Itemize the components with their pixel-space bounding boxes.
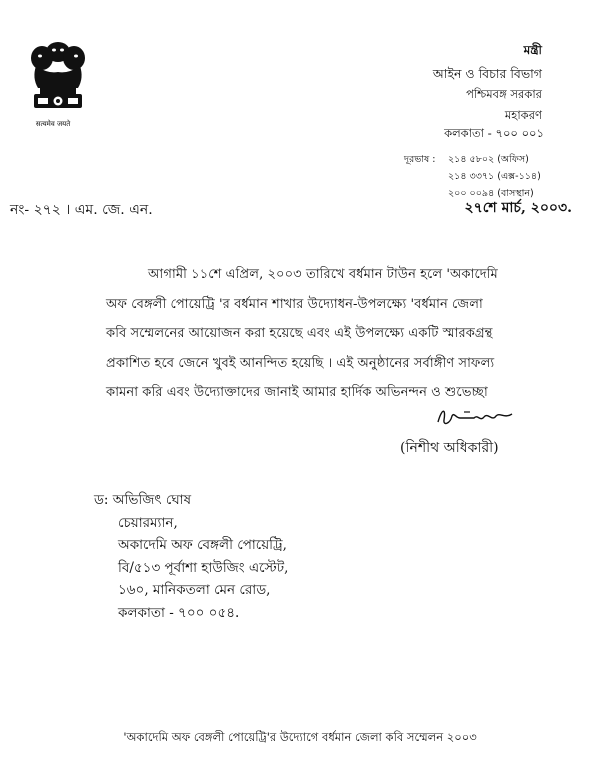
recipient-line: কলকাতা - ৭০০ ০৫৪. (118, 604, 240, 621)
phone-value: ২১৪ ৩৩৭১ (এক্স-১১৪) (448, 171, 541, 182)
phone-label: দূরভাষ : (404, 154, 436, 165)
recipient-address (94, 489, 288, 624)
phone-row (404, 151, 541, 168)
body-line: অফ বেঙ্গলী পোয়েট্রি 'র বর্ধমান শাখার উদ্যোধন-উপলক্ষ্যে 'বর্ধমান জেলা (106, 296, 483, 312)
body-line: আগামী ১১শে এপ্রিল, ২০০৩ তারিখে বর্ধমান টাউন হলে 'অকাদেমি (148, 267, 498, 282)
letter-date: ২৭শে মার্চ, ২০০৩. (464, 200, 572, 216)
phone-label (404, 185, 448, 202)
recipient-name: ড: অভিজিৎ ঘোষ (94, 492, 192, 508)
phone-numbers (404, 151, 541, 202)
designation: মন্ত্রী (523, 43, 542, 57)
reference-number: নং- ২৭২ । এম. জে. এন. (10, 202, 153, 218)
emblem-motto: सत्यमेव जयते (35, 120, 71, 128)
signatory-name: (নিশীথ অধিকারী) (400, 440, 499, 456)
lion-capital-icon (18, 38, 98, 118)
recipient-line: ১৬০, মানিকতলা মেন রোড, (118, 582, 271, 598)
phone-row (404, 168, 541, 185)
building: মহাকরণ (504, 108, 542, 122)
phone-value: ২০০ ০০৯৪ (বাসস্থান) (448, 188, 534, 199)
letter-body (106, 260, 582, 408)
recipient-line: চেয়ারম্যান, (118, 514, 178, 531)
department: আইন ও বিচার বিভাগ (432, 66, 542, 81)
phone-value: ২১৪ ৫৮০২ (অফিস) (448, 154, 529, 165)
recipient-line: বি/৫১৩ পূর্বাশা হাউজিং এস্টেট, (118, 559, 289, 576)
body-line: কবি সম্মেলনের আয়োজন করা হয়েছে এবং এই উপলক্ষ্যে একটি স্মারকগ্রন্থ (106, 326, 493, 341)
body-line: কামনা করি এবং উদ্যোক্তাদের জানাই আমার হার্দিক অভিনন্দন ও শুভেচ্ছা (106, 385, 488, 400)
phone-label (404, 168, 448, 185)
city-pin: কলকাতা - ৭০০ ০০১ (444, 126, 544, 140)
page-footer: 'অকাদেমি অফ বেঙ্গলী পোয়েট্রি'র উদ্যোগে বর্ধমান জেলা কবি সম্মেলন ২০০৩ (123, 730, 477, 744)
handwritten-signature (434, 404, 516, 430)
recipient-line: অকাদেমি অফ বেঙ্গলী পোয়েট্রি, (118, 537, 287, 553)
body-line: প্রকাশিত হবে জেনে খুবই আনন্দিত হয়েছি । এই অনুষ্ঠানের সর্বাঙ্গীণ সাফল্য (106, 355, 495, 371)
government: পশ্চিমবঙ্গ সরকার (466, 87, 542, 101)
